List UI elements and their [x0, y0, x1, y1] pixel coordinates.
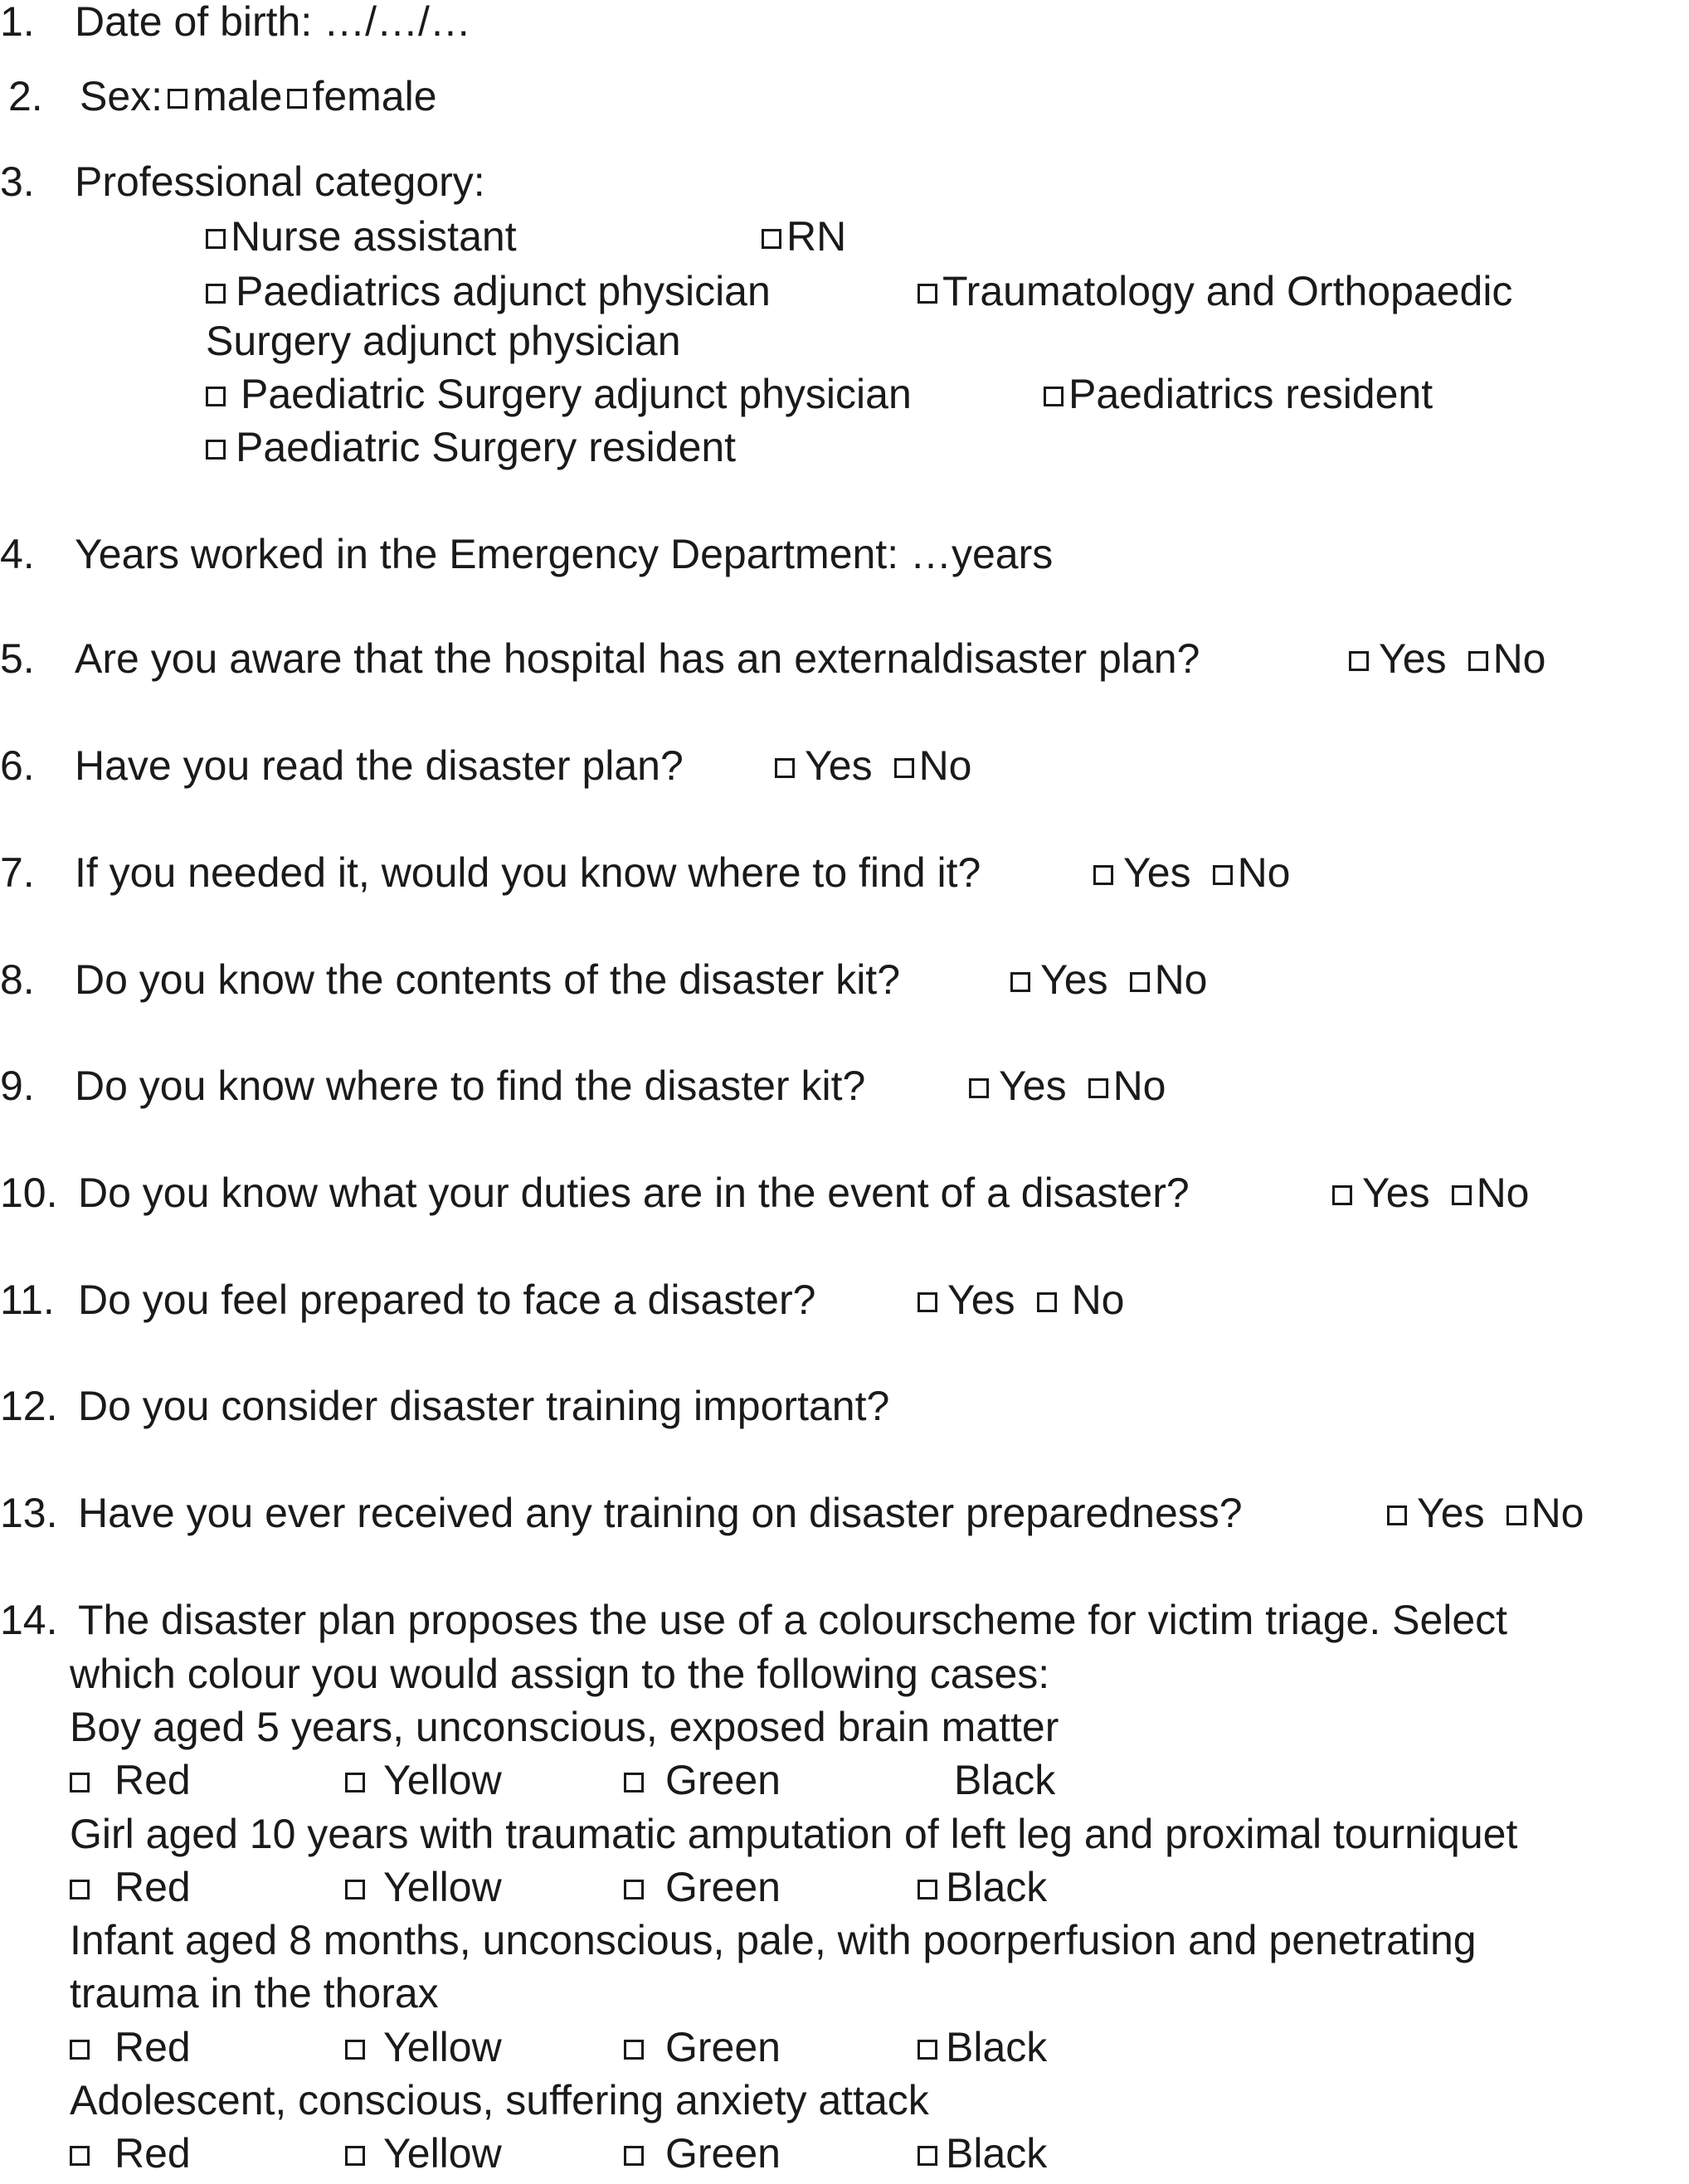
- q7-yes-checkbox[interactable]: [1093, 865, 1113, 885]
- option-label: Yellow: [383, 1757, 502, 1803]
- green-option: [624, 1862, 781, 1912]
- question-text: Years worked in the Emergency Department: …years: [75, 531, 1054, 577]
- case-text: Infant aged 8 months, unconscious, pale, with poorperfusion and penetrating: [70, 1917, 1477, 1963]
- option-label: Green: [665, 2130, 781, 2177]
- question-number: 12.: [0, 1383, 58, 1429]
- option-label: Yellow: [383, 2130, 502, 2177]
- black-checkbox[interactable]: [918, 1880, 937, 1899]
- question-number: 9.: [0, 1063, 35, 1109]
- green-checkbox[interactable]: [624, 1773, 644, 1792]
- yellow-option: [345, 1755, 502, 1805]
- no-label: No: [1071, 1277, 1125, 1323]
- question-9: [0, 1061, 865, 1111]
- q13-yes-option: [1387, 1488, 1584, 1538]
- option-label: Red: [114, 2130, 191, 2177]
- question-number: 6.: [0, 742, 35, 789]
- black-option: [918, 2128, 1047, 2178]
- case-3: [70, 1915, 1477, 1965]
- red-checkbox[interactable]: [70, 1773, 90, 1792]
- no-label: No: [1154, 956, 1208, 1003]
- no-label: No: [1531, 1490, 1584, 1536]
- q8-no-checkbox[interactable]: [1130, 972, 1150, 992]
- paediatrics-resident-checkbox[interactable]: [1044, 387, 1064, 406]
- question-number: 7.: [0, 849, 35, 896]
- q7-yes-option: [1093, 848, 1291, 897]
- option-nurse-assistant: [206, 212, 517, 261]
- male-checkbox[interactable]: [168, 89, 187, 109]
- black-option: [954, 1755, 1055, 1805]
- yellow-option: [345, 2022, 502, 2072]
- option-paediatric-surgery-adjunct: [206, 369, 912, 419]
- question-number: 11.: [0, 1277, 55, 1323]
- yes-label: Yes: [1362, 1170, 1430, 1216]
- question-text: Do you feel prepared to face a disaster?: [78, 1277, 816, 1323]
- q13-no-checkbox[interactable]: [1506, 1505, 1526, 1525]
- option-label: Paediatric Surgery resident: [236, 424, 737, 470]
- question-text: If you needed it, would you know where to find it?: [75, 849, 981, 896]
- red-option: [70, 1755, 191, 1805]
- option-label: Green: [665, 2024, 781, 2070]
- option-label: Black: [946, 2024, 1048, 2070]
- question-number: 10.: [0, 1170, 58, 1216]
- black-checkbox[interactable]: [918, 2146, 937, 2166]
- q10-no-checkbox[interactable]: [1452, 1185, 1472, 1205]
- green-checkbox[interactable]: [624, 2146, 644, 2166]
- question-text: Are you aware that the hospital has an externaldisaster plan?: [75, 635, 1200, 682]
- green-checkbox[interactable]: [624, 2040, 644, 2060]
- case-text: Adolescent, conscious, suffering anxiety attack: [70, 2077, 929, 2123]
- question-text: Have you read the disaster plan?: [75, 742, 684, 789]
- q8-yes-checkbox[interactable]: [1010, 972, 1030, 992]
- yes-label: Yes: [1040, 956, 1108, 1003]
- yellow-checkbox[interactable]: [345, 2040, 365, 2060]
- yes-label: Yes: [1379, 635, 1447, 682]
- red-checkbox[interactable]: [70, 2040, 90, 2060]
- traumatology-checkbox[interactable]: [918, 284, 937, 304]
- question-number: 8.: [0, 956, 35, 1003]
- q10-yes-checkbox[interactable]: [1332, 1185, 1352, 1205]
- yellow-option: [345, 1862, 502, 1912]
- green-option: [624, 1755, 781, 1805]
- no-label: No: [1237, 849, 1291, 896]
- yes-label: Yes: [947, 1277, 1015, 1323]
- q11-no-checkbox[interactable]: [1037, 1292, 1057, 1312]
- yes-label: Yes: [1123, 849, 1191, 896]
- yes-label: Yes: [1417, 1490, 1485, 1536]
- green-option: [624, 2128, 781, 2178]
- q8-yes-option: [1010, 955, 1208, 1004]
- question-number: 3.: [0, 158, 35, 205]
- option-label: Paediatrics adjunct physician: [236, 268, 771, 314]
- female-checkbox[interactable]: [287, 89, 307, 109]
- option-label: Red: [114, 1864, 191, 1910]
- case-3-continued: [70, 1968, 439, 2018]
- option-label: Paediatric Surgery adjunct physician: [241, 371, 912, 417]
- q5-yes-checkbox[interactable]: [1349, 651, 1369, 671]
- paediatric-surgery-resident-checkbox[interactable]: [206, 440, 226, 460]
- rn-checkbox[interactable]: [762, 229, 781, 249]
- option-label: Red: [114, 2024, 191, 2070]
- q7-no-checkbox[interactable]: [1213, 865, 1233, 885]
- red-option: [70, 2022, 191, 2072]
- question-12: [0, 1381, 889, 1431]
- black-option: [918, 1862, 1047, 1912]
- q9-yes-option: [969, 1061, 1166, 1111]
- question-14: [0, 1595, 1507, 1645]
- question-text: Do you know the contents of the disaster kit?: [75, 956, 900, 1003]
- question-3: [0, 157, 485, 207]
- q13-yes-checkbox[interactable]: [1387, 1505, 1407, 1525]
- question-4: [0, 529, 1053, 579]
- q6-yes-checkbox[interactable]: [775, 758, 795, 778]
- option-label: Surgery adjunct physician: [206, 318, 681, 364]
- question-text: The disaster plan proposes the use of a colourscheme for victim triage. Select: [78, 1597, 1508, 1643]
- q5-no-checkbox[interactable]: [1468, 651, 1488, 671]
- no-label: No: [918, 742, 972, 789]
- option-traumatology: [918, 266, 1512, 316]
- question-text: which colour you would assign to the following cases:: [70, 1651, 1050, 1697]
- q10-yes-option: [1332, 1168, 1530, 1218]
- option-label: male: [192, 73, 283, 119]
- red-checkbox[interactable]: [70, 1880, 90, 1899]
- yes-label: Yes: [999, 1063, 1067, 1109]
- question-8: [0, 955, 900, 1004]
- green-option: [624, 2022, 781, 2072]
- question-text: Sex:: [80, 73, 163, 119]
- red-option: [70, 1862, 191, 1912]
- q11-yes-option: [918, 1275, 1125, 1325]
- q9-no-checkbox[interactable]: [1088, 1078, 1108, 1098]
- option-label: Black: [954, 1757, 1056, 1803]
- question-text: Do you know what your duties are in the event of a disaster?: [78, 1170, 1190, 1216]
- option-rn: [762, 212, 846, 261]
- red-option: [70, 2128, 191, 2178]
- question-10: [0, 1168, 1190, 1218]
- question-7: [0, 848, 981, 897]
- question-1: [0, 0, 471, 46]
- question-number: 4.: [0, 531, 35, 577]
- q6-yes-option: [775, 741, 972, 790]
- no-label: No: [1492, 635, 1546, 682]
- option-label: Green: [665, 1864, 781, 1910]
- question-13: [0, 1488, 1243, 1538]
- option-label: female: [312, 73, 437, 119]
- option-paediatrics-resident: [1044, 369, 1433, 419]
- option-label: Traumatology and Orthopaedic: [942, 268, 1513, 314]
- option-paediatric-surgery-resident: [206, 422, 736, 472]
- option-label: Green: [665, 1757, 781, 1803]
- yellow-checkbox[interactable]: [345, 1880, 365, 1899]
- question-number: 14.: [0, 1597, 58, 1643]
- q11-yes-checkbox[interactable]: [918, 1292, 937, 1312]
- no-label: No: [1476, 1170, 1530, 1216]
- question-text: Date of birth: …/…/…: [75, 0, 471, 45]
- question-text: Do you know where to find the disaster kit?: [75, 1063, 866, 1109]
- option-label: Yellow: [383, 2024, 502, 2070]
- yellow-checkbox[interactable]: [345, 2146, 365, 2166]
- case-1: [70, 1702, 1059, 1752]
- question-number: 1.: [0, 0, 35, 45]
- case-text: Boy aged 5 years, unconscious, exposed brain matter: [70, 1704, 1059, 1750]
- q5-yes-option: [1349, 634, 1546, 683]
- black-option: [918, 2022, 1047, 2072]
- q9-yes-checkbox[interactable]: [969, 1078, 989, 1098]
- option-label: Red: [114, 1757, 191, 1803]
- yellow-checkbox[interactable]: [345, 1773, 365, 1792]
- case-text: Girl aged 10 years with traumatic amputation of left leg and proximal tourniquet: [70, 1811, 1518, 1857]
- q6-no-checkbox[interactable]: [894, 758, 914, 778]
- question-5: [0, 634, 1200, 683]
- case-2: [70, 1809, 1517, 1859]
- option-label: Black: [946, 2130, 1048, 2177]
- case-text: trauma in the thorax: [70, 1970, 439, 2016]
- question-text: Have you ever received any training on disaster preparedness?: [78, 1490, 1243, 1536]
- question-text: Do you consider disaster training important?: [78, 1383, 890, 1429]
- option-label: Black: [946, 1864, 1048, 1910]
- question-number: 5.: [0, 635, 35, 682]
- question-6: [0, 741, 684, 790]
- option-traumatology-continued: [206, 316, 681, 366]
- case-4: [70, 2075, 929, 2125]
- question-11: [0, 1275, 815, 1325]
- question-14-continued: [70, 1649, 1049, 1699]
- question-text: Professional category:: [75, 158, 485, 205]
- paediatrics-adjunct-checkbox[interactable]: [206, 284, 226, 304]
- paediatric-surgery-adjunct-checkbox[interactable]: [206, 387, 226, 406]
- nurse-assistant-checkbox[interactable]: [206, 229, 226, 249]
- option-label: Yellow: [383, 1864, 502, 1910]
- option-label: Paediatrics resident: [1068, 371, 1433, 417]
- green-checkbox[interactable]: [624, 1880, 644, 1899]
- option-label: Nurse assistant: [231, 213, 517, 260]
- red-checkbox[interactable]: [70, 2146, 90, 2166]
- option-label: RN: [786, 213, 847, 260]
- question-number: 13.: [0, 1490, 58, 1536]
- option-paediatrics-adjunct: [206, 266, 771, 316]
- question-number: 2.: [8, 73, 43, 119]
- no-label: No: [1112, 1063, 1166, 1109]
- question-2: [8, 71, 437, 121]
- yellow-option: [345, 2128, 502, 2178]
- yes-label: Yes: [805, 742, 873, 789]
- black-checkbox[interactable]: [918, 2040, 937, 2060]
